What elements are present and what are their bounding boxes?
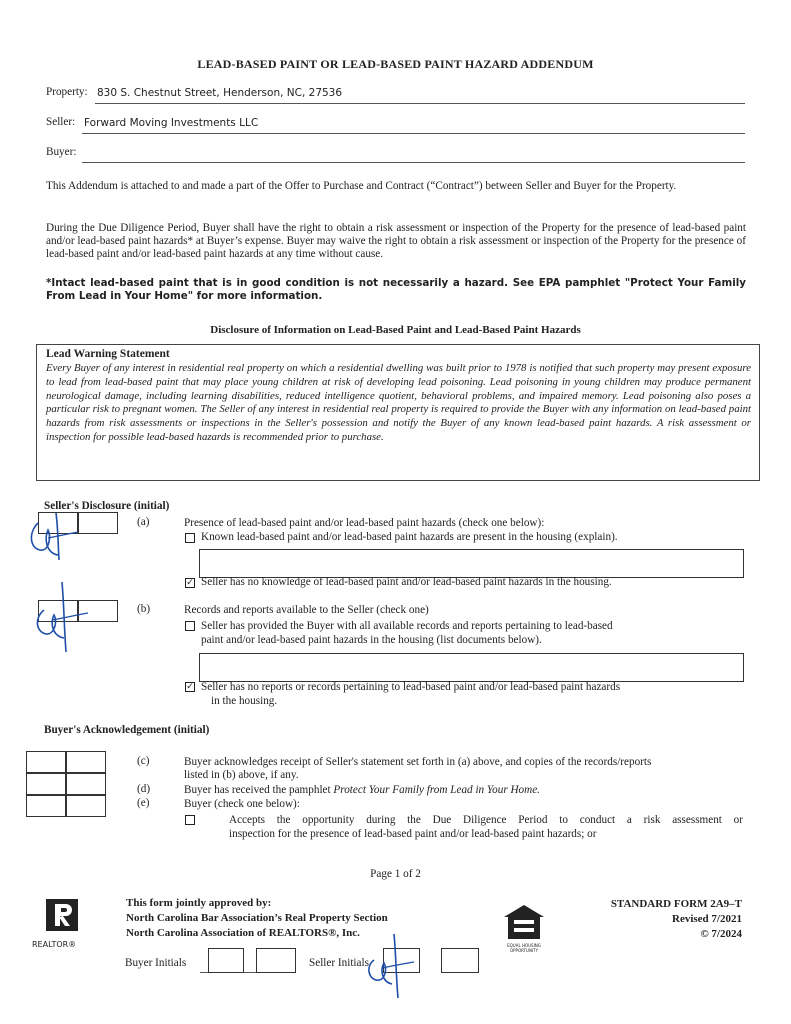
b-provided-checkbox[interactable] [185, 621, 195, 631]
approved-bar-association: North Carolina Bar Association’s Real Property Section [126, 912, 388, 924]
item-a-letter: (a) [137, 516, 150, 528]
seller-initials-box-2[interactable] [441, 948, 479, 973]
seller-value[interactable]: Forward Moving Investments LLC [84, 117, 259, 129]
form-title: LEAD-BASED PAINT OR LEAD-BASED PAINT HAZARD ADDENDUM [197, 57, 594, 71]
buyer-initials-underline [200, 972, 208, 973]
lead-warning-box [36, 344, 760, 481]
due-diligence-paragraph: During the Due Diligence Period, Buyer shall have the right to obtain a risk assessment or inspection of the Property for the presence of lead-based paint and/or lead-based paint hazards* at Buyer’s expense. Buyer may waive the right to obtain a risk assessment or inspection of the Property for the presence of lead-based paint and/or lead-based paint hazards at any time without cause. [46, 222, 746, 260]
a-no-knowledge-checkbox[interactable]: ✓ [186, 578, 194, 588]
seller-disclosure-heading: Seller's Disclosure (initial) [44, 500, 170, 512]
buyer-line [82, 162, 745, 163]
intact-paint-note: *Intact lead-based paint that is in good condition is not necessarily a hazard. See EPA pamphlet "Protect Your Family From Lead in Your Home" for more information. [46, 277, 746, 302]
a-explain-field[interactable] [199, 549, 744, 578]
item-c-letter: (c) [137, 755, 150, 767]
buyer-initial-e-box-1[interactable] [26, 795, 66, 817]
item-d-text: Buyer has received the pamphlet Protect Your Family from Lead in Your Home. [184, 784, 540, 796]
b-no-reports-label-1: Seller has no reports or records pertaining to lead-based paint and/or lead-based paint hazards [201, 681, 621, 693]
form-number: STANDARD FORM 2A9–T [610, 898, 742, 910]
property-line [95, 103, 745, 104]
item-e-letter: (e) [137, 797, 150, 809]
disclosure-heading: Disclosure of Information on Lead-Based Paint and Lead-Based Paint Hazards [210, 324, 581, 336]
buyer-initials-box-2[interactable] [256, 948, 296, 973]
item-b-text: Records and reports available to the Seller (check one) [184, 604, 429, 616]
seller-label: Seller: [46, 116, 76, 128]
buyer-initial-c-box-2[interactable] [66, 751, 106, 773]
property-label: Property: [46, 86, 88, 98]
b-provided-label-2: paint and/or lead-based paint hazards in the housing (list documents below). [201, 634, 542, 646]
form-copyright: © 7/2024 [700, 928, 742, 940]
page-number: Page 1 of 2 [370, 868, 421, 880]
seller-initials-signature-footer [360, 930, 420, 1000]
buyer-initial-e-box-2[interactable] [66, 795, 106, 817]
buyer-label: Buyer: [46, 146, 77, 158]
lead-warning-text: Every Buyer of any interest in residential real property on which a residential dwelling was built prior to 1978 is notified that such property may present exposure to lead from lead-based paint that may place young children at risk of developing lead poisoning. Lead poisoning in young children may produce permanent neurological damage, including learning disabilities, reduced intelligence quotient, behavioral problems, and impaired memory. Lead poisoning also poses a particular risk to pregnant women. The Seller of any interest in residential real property is required to provide the Buyer with any information on lead-based paint hazards from risk assessments or inspections in the Seller's possession and notify the Buyer of any known lead-based paint hazards. A risk assessment or inspection for possible lead-based hazards is recommended prior to purchase. [46, 362, 751, 443]
b-provided-label-1: Seller has provided the Buyer with all available records and reports pertaining to lead-based [201, 620, 613, 632]
buyer-initial-d-box-1[interactable] [26, 773, 66, 795]
item-b-letter: (b) [137, 603, 151, 615]
item-c-text-1: Buyer acknowledges receipt of Seller's statement set forth in (a) above, and copies of the records/reports [184, 756, 652, 768]
equal-housing-text: EQUAL HOUSING OPPORTUNITY [507, 943, 541, 953]
b-no-reports-checkbox[interactable]: ✓ [186, 682, 194, 692]
buyer-initials-box-1[interactable] [208, 948, 244, 973]
approved-by: This form jointly approved by: [126, 897, 272, 909]
seller-line [82, 133, 745, 134]
equal-housing-icon [500, 903, 548, 953]
buyer-initial-d-box-2[interactable] [66, 773, 106, 795]
item-c-text-2: listed in (b) above, if any. [184, 769, 299, 781]
item-e-text: Buyer (check one below): [184, 798, 300, 810]
buyer-ack-heading: Buyer's Acknowledgement (initial) [44, 724, 210, 736]
e-accepts-checkbox[interactable] [185, 815, 195, 825]
buyer-initials-label: Buyer Initials [125, 957, 187, 969]
item-d-letter: (d) [137, 783, 151, 795]
approved-realtors: North Carolina Association of REALTORS®, Inc. [126, 927, 360, 939]
a-known-checkbox[interactable] [185, 533, 195, 543]
realtor-label: REALTOR® [32, 940, 77, 949]
buyer-initial-c-box-1[interactable] [26, 751, 66, 773]
property-value[interactable]: 830 S. Chestnut Street, Henderson, NC, 27536 [97, 87, 343, 99]
b-documents-field[interactable] [199, 653, 744, 682]
seller-initials-label: Seller Initials [309, 957, 369, 969]
lead-warning-title: Lead Warning Statement [46, 348, 170, 360]
a-known-label: Known lead-based paint and/or lead-based paint hazards are present in the housing (explain). [201, 531, 618, 543]
addendum-paragraph: This Addendum is attached to and made a part of the Offer to Purchase and Contract (“Contract”) between Seller and Buyer for the Property. [46, 180, 677, 192]
e-accepts-label-1: Accepts the opportunity during the Due Diligence Period to conduct a risk assessment or [229, 814, 743, 826]
b-no-reports-label-2: in the housing. [211, 695, 278, 707]
buyer-initials-underline-2 [244, 972, 256, 973]
realtor-logo-icon [44, 897, 84, 939]
e-accepts-label-2: inspection for the presence of lead-based paint and/or lead-based paint hazards; or [229, 828, 597, 840]
seller-initials-signature-b [26, 580, 106, 655]
item-a-text: Presence of lead-based paint and/or lead-based paint hazards (check one below): [184, 517, 545, 529]
form-revised: Revised 7/2021 [672, 913, 742, 925]
seller-initials-signature-a [18, 508, 98, 563]
a-no-knowledge-label: Seller has no knowledge of lead-based paint and/or lead-based paint hazards in the housing. [201, 576, 612, 588]
